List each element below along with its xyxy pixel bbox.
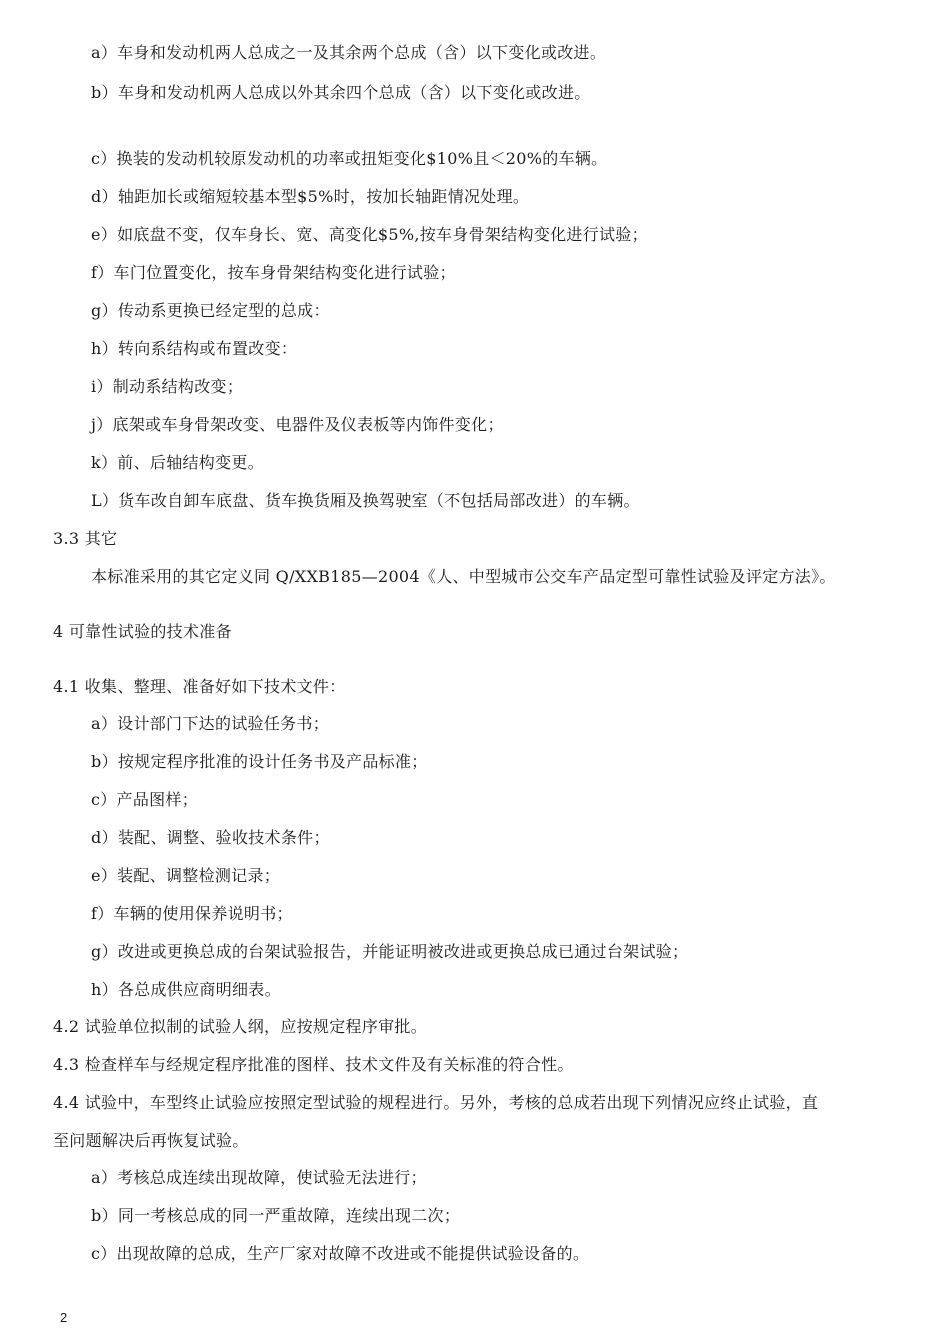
list-item: h）各总成供应商明细表。	[91, 980, 281, 999]
list-item: c）产品图样；	[91, 790, 199, 809]
list-item: d）装配、调整、验收技术条件；	[91, 828, 330, 847]
section-heading-3-3: 3.3 其它	[53, 529, 118, 548]
page-number: 2	[60, 1310, 68, 1325]
list-item: g）改进或更换总成的台架试验报告，并能证明被改进或更换总成已通过台架试验；	[91, 942, 689, 961]
list-item: a）设计部门下达的试验任务书；	[91, 714, 330, 733]
list-item: e）如底盘不变，仅车身长、宽、高变化$5%,按车身骨架结构变化进行试验；	[91, 225, 648, 244]
list-item: j）底架或车身骨架改变、电器件及仪表板等内饰件变化；	[91, 415, 504, 434]
list-item: f）车门位置变化，按车身骨架结构变化进行试验；	[91, 263, 456, 282]
list-item: e）装配、调整检测记录；	[91, 866, 281, 885]
list-item: a）考核总成连续出现故障，使试验无法进行；	[91, 1168, 427, 1187]
list-item: d）轴距加长或缩短较基本型$5%时，按加长轴距情况处理。	[91, 187, 530, 206]
list-item: i）制动系结构改变；	[91, 377, 244, 396]
list-item: h）转向系结构或布置改变：	[91, 339, 298, 358]
section-heading-4-1: 4.1 收集、整理、准备好如下技术文件：	[53, 677, 346, 696]
section-4-4-paragraph-line2: 至问题解决后再恢复试验。	[53, 1131, 249, 1150]
list-item: f）车辆的使用保养说明书；	[91, 904, 293, 923]
list-item: c）换装的发动机较原发动机的功率或扭矩变化$10%且＜20%的车辆。	[91, 149, 608, 168]
list-item: c）出现故障的总成，生产厂家对故障不改进或不能提供试验设备的。	[91, 1244, 590, 1263]
list-item: k）前、后轴结构变更。	[91, 453, 264, 472]
list-item: b）同一考核总成的同一严重故障，连续出现二次；	[91, 1206, 461, 1225]
section-4-4-paragraph-line1: 4.4 试验中，车型终止试验应按照定型试验的规程进行。另外，考核的总成若出现下列情况应终止试验，直	[53, 1093, 819, 1112]
list-item: g）传动系更换已经定型的总成：	[91, 301, 330, 320]
list-item: a）车身和发动机两人总成之一及其余两个总成（含）以下变化或改进。	[91, 43, 607, 62]
list-item: L）货车改自卸车底盘、货车换货厢及换驾驶室（不包括局部改进）的车辆。	[91, 491, 640, 510]
section-3-3-body: 本标准采用的其它定义同 Q/XXB185—2004《人、中型城市公交车产品定型可靠性试验及评定方法》。	[91, 567, 836, 586]
section-4-3-paragraph: 4.3 检查样车与经规定程序批准的图样、技术文件及有关标准的符合性。	[53, 1055, 574, 1074]
section-4-2-paragraph: 4.2 试验单位拟制的试验人纲，应按规定程序审批。	[53, 1017, 428, 1036]
section-heading-4: 4 可靠性试验的技术准备	[53, 622, 232, 641]
list-item: b）车身和发动机两人总成以外其余四个总成（含）以下变化或改进。	[91, 83, 591, 102]
list-item: b）按规定程序批准的设计任务书及产品标准；	[91, 752, 428, 771]
